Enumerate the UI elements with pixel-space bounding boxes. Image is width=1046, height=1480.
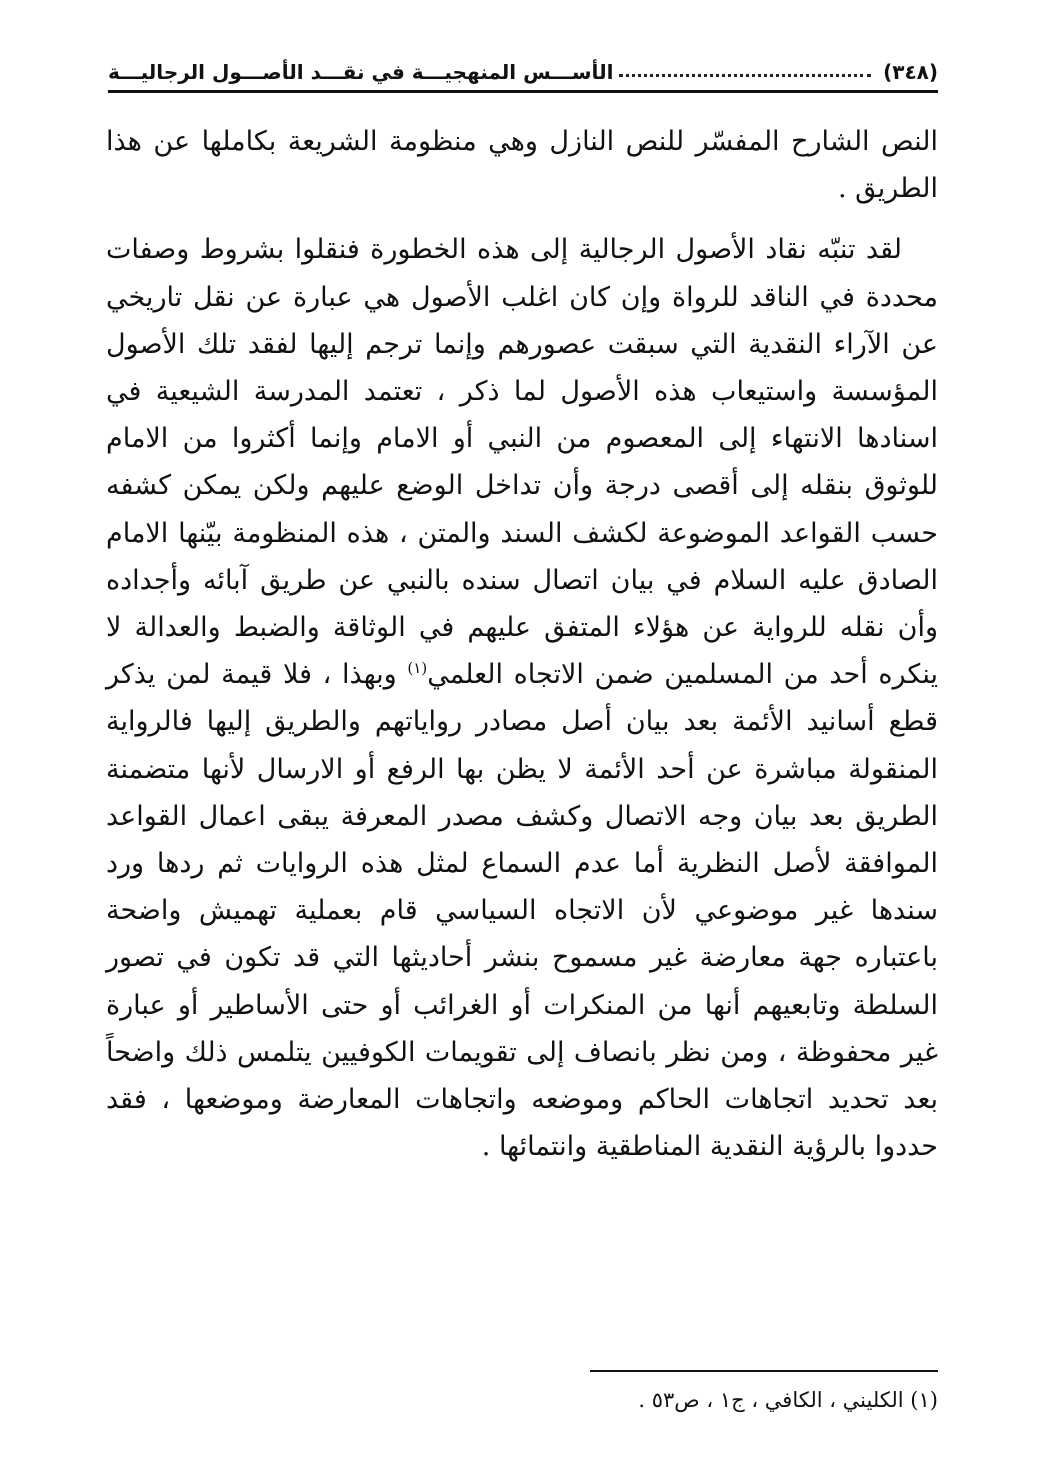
footnote: (١) الكليني ، الكافي ، ج١ ، ص٥٣ . xyxy=(638,1388,938,1412)
page-number: (٣٤٨) xyxy=(883,60,938,84)
running-header xyxy=(108,44,938,84)
main-text xyxy=(106,118,938,1170)
header-divider xyxy=(108,90,938,93)
footnote-reference[interactable]: (١) xyxy=(407,659,428,678)
running-title: الأســـس المنهجيـــة في نقـــد الأصـــول الرجاليـــة xyxy=(108,60,614,84)
paragraph-text: وبهذا ، فلا قيمة لمن يذكر قطع أسانيد الأئمة بعد بيان أصل مصادر رواياتهم والطريق إليها فالرواية المنقولة مباشرة عن أحد الأئمة لا يظن بها الرفع أو الارسال لأنها متضمنة الطريق بعد بيان وجه الاتصال وكشف مصدر المعرفة يبقى اعمال القواعد الموافقة لأصل النظرية أما عدم السماع لمثل هذه الروايات ثم ردها ورد سندها غير موضوعي لأن الاتجاه السياسي قام بعملية تهميش واضحة باعتباره جهة معارضة غير مسموح بنشر أحاديثها التي قد تكون في تصور السلطة وتابعيهم أنها من المنكرات أو الغرائب أو حتى الأساطير أو عبارة غير محفوظة ، ومن نظر بانصاف إلى تقويمات الكوفيين يتلمس ذلك واضحاً بعد تحديد اتجاهات الحاكم وموضعه واتجاهات المعارضة وموضعها ، فقد حددوا بالرؤية النقدية المناطقية وانتمائها . xyxy=(106,659,938,1163)
header-leader-dots xyxy=(619,74,871,77)
paragraph xyxy=(106,226,938,1170)
footnote-divider xyxy=(590,1370,938,1372)
paragraph-text: لقد تنبّه نقاد الأصول الرجالية إلى هذه الخطورة فنقلوا بشروط وصفات محددة في الناقد للرواة وإن كان اغلب الأصول هي عبارة عن نقل تاريخي عن الآراء النقدية التي سبقت عصورهم وإنما ترجم إليها لفقد تلك الأصول المؤسسة واستيعاب هذه الأصول لما ذكر ، تعتمد المدرسة الشيعية في اسنادها الانتهاء إلى المعصوم من النبي أو الامام وإنما أكثروا من الامام للوثوق بنقله إلى أقصى درجة وأن تداخل الوضع عليهم ولكن يمكن كشفه حسب القواعد الموضوعة لكشف السند والمتن ، هذه المنظومة بيّنها الامام الصادق عليه السلام في بيان اتصال سنده بالنبي عن طريق آبائه وأجداده وأن نقله للرواية عن هؤلاء المتفق عليهم في الوثاقة والضبط والعدالة لا ينكره أحد من المسلمين ضمن الاتجاه العلمي xyxy=(106,234,938,691)
paragraph: النص الشارح المفسّر للنص النازل وهي منظومة الشريعة بكاملها عن هذا الطريق . xyxy=(106,126,938,205)
